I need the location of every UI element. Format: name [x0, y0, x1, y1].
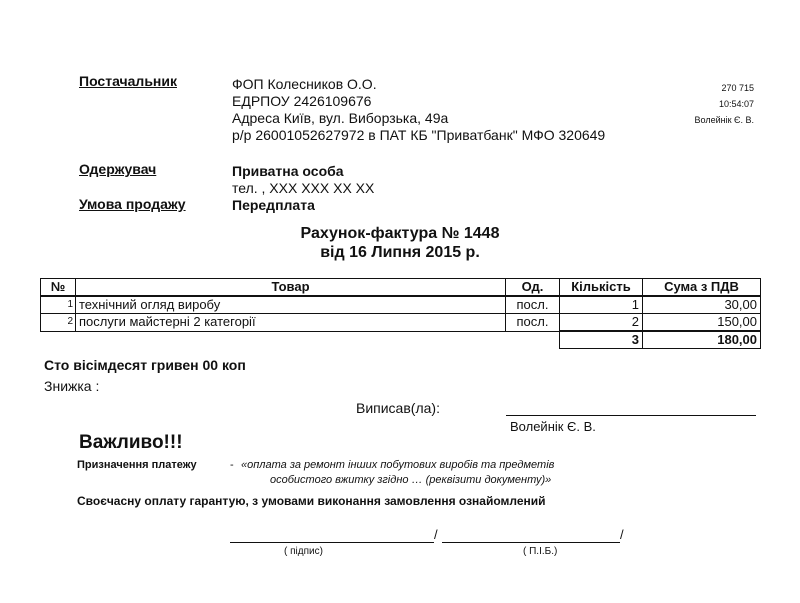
purpose-dash: -	[230, 459, 234, 471]
supplier-label: Постачальник	[79, 73, 177, 89]
terms-value: Передплата	[232, 197, 315, 213]
table-row	[41, 296, 761, 314]
col-number-header: №	[41, 279, 76, 297]
name-caption: ( П.І.Б.)	[523, 546, 558, 557]
table-header-row	[41, 279, 761, 297]
doc-time: 10:54:07	[718, 99, 754, 109]
total-qty: 3	[560, 331, 643, 349]
row-number: 2	[41, 314, 76, 332]
guarantee-text: Своєчасну оплату гарантую, з умовами виконання замовлення ознайомлений	[77, 494, 546, 508]
name-slash: /	[620, 527, 624, 542]
invoice-title: Рахунок-фактура № 1448	[300, 225, 500, 242]
total-sum: 180,00	[643, 331, 761, 349]
purpose-text-line2: особистого вжитку згідно … (реквізити документу)»	[270, 474, 552, 486]
invoice-date: від 16 Липня 2015 р.	[320, 244, 480, 261]
amount-in-words: Сто вісімдесят гривен 00 коп	[44, 357, 246, 373]
signature-line	[230, 542, 434, 543]
row-unit: посл.	[506, 296, 560, 314]
supplier-address: Адреса Київ, вул. Виборзька, 49а	[232, 110, 449, 126]
row-item: технічний огляд виробу	[76, 296, 506, 314]
name-line	[442, 542, 620, 543]
col-sum-header: Сума з ПДВ	[643, 279, 761, 297]
recipient-name: Приватна особа	[232, 163, 344, 179]
row-number: 1	[41, 296, 76, 314]
terms-label: Умова продажу	[79, 196, 186, 212]
discount-label: Знижка :	[44, 378, 100, 394]
row-sum: 150,00	[643, 314, 761, 332]
purpose-label: Призначення платежу	[77, 459, 197, 471]
row-sum: 30,00	[643, 296, 761, 314]
col-unit-header: Од.	[506, 279, 560, 297]
col-qty-header: Кількість	[560, 279, 643, 297]
total-row	[41, 331, 761, 349]
issued-by-signature-line	[506, 415, 756, 416]
supplier-name: ФОП Колесников О.О.	[232, 76, 377, 92]
row-qty: 1	[560, 296, 643, 314]
recipient-label: Одержувач	[79, 161, 157, 177]
table-row	[41, 314, 761, 332]
purpose-text-line1: «оплата за ремонт інших побутових виробів та предметів	[241, 459, 555, 471]
items-table	[40, 278, 761, 349]
signature-slash: /	[434, 527, 438, 542]
row-qty: 2	[560, 314, 643, 332]
col-item-header: Товар	[76, 279, 506, 297]
issued-by-name: Волейнік Є. В.	[510, 419, 596, 434]
row-item: послуги майстерні 2 категорії	[76, 314, 506, 332]
supplier-account: р/р 26001052627972 в ПАТ КБ "Приватбанк" МФО 320649	[232, 127, 606, 143]
doc-operator: Волейнік Є. В.	[694, 115, 754, 125]
doc-code: 270 715	[721, 83, 754, 93]
row-unit: посл.	[506, 314, 560, 332]
important-title: Важливо!!!	[79, 432, 183, 453]
recipient-phone: тел. , XXX XXX XX XX	[232, 180, 375, 196]
issued-by-label: Виписав(ла):	[356, 400, 440, 416]
signature-caption: ( підпис)	[284, 546, 323, 557]
supplier-edrpou: ЕДРПОУ 2426109676	[232, 93, 372, 109]
